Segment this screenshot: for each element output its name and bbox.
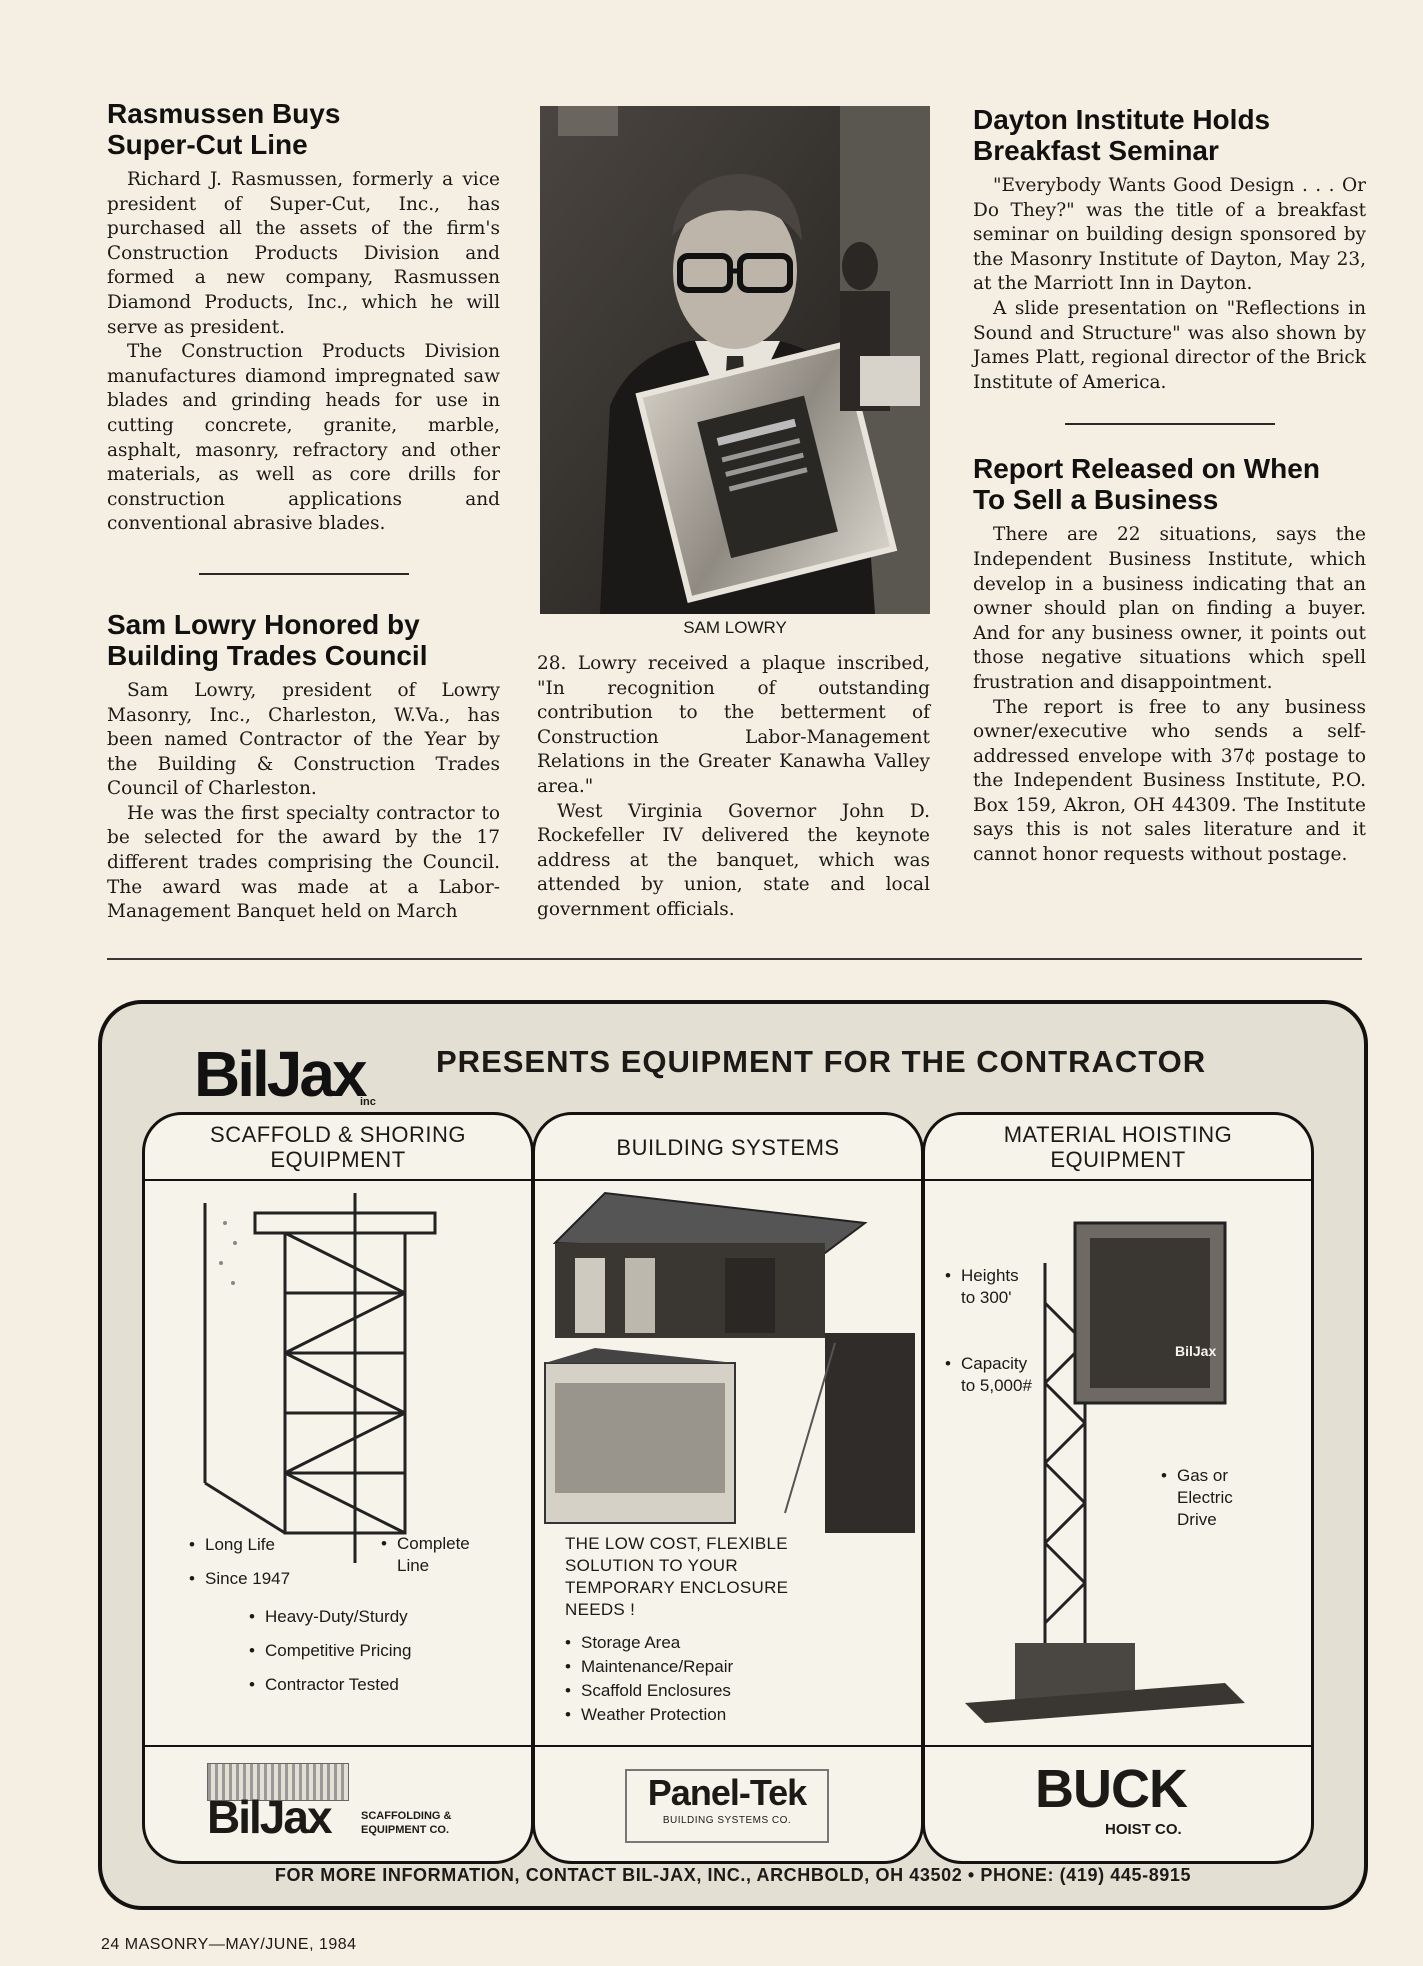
headline-report: Report Released on When To Sell a Business bbox=[973, 453, 1320, 516]
panel-hoisting bbox=[922, 1112, 1314, 1864]
panel-tek-sub: BUILDING SYSTEMS CO. bbox=[662, 1815, 792, 1826]
bullet: • Heavy-Duty/Sturdy bbox=[249, 1605, 411, 1629]
building-illustration bbox=[535, 1183, 921, 1563]
panel-footer bbox=[145, 1745, 531, 1861]
column-middle bbox=[537, 652, 930, 923]
article-paragraph: He was the first specialty contractor to be selected for the award by the 17 different trades comprising the Council. The award was made at a Labor-Management Banquet held on March bbox=[107, 802, 500, 923]
buck-sub: HOIST CO. bbox=[1105, 1821, 1182, 1838]
headline-rasmussen: Rasmussen Buys Super-Cut Line bbox=[107, 98, 341, 160]
article-paragraph: West Virginia Governor John D. Rockefeller IV delivered the keynote address at the banquet, which was attended by union, state and local government officials. bbox=[537, 800, 930, 920]
bullet: • Competitive Pricing bbox=[249, 1639, 411, 1663]
panel-footer bbox=[925, 1745, 1311, 1861]
headline-dayton: Dayton Institute Holds Breakfast Seminar bbox=[973, 104, 1271, 166]
article-paragraph: Richard J. Rasmussen, formerly a vice president of Super-Cut, Inc., has purchased all the assets of the firm's Construction Products Division and formed a new company, Rasmussen Diamond Products, Inc., which he will serve as president. bbox=[107, 169, 500, 338]
buck-logo: BUCK bbox=[1035, 1759, 1187, 1819]
hoist-drive bbox=[1161, 1465, 1251, 1531]
bullet: • Scaffold Enclosures bbox=[565, 1679, 733, 1703]
article-paragraph: "Everybody Wants Good Design . . . Or Do They?" was the title of a breakfast seminar on building design sponsored by the Masonry Institute of Dayton, May 23, at the Marriott Inn in Dayton. bbox=[973, 175, 1366, 295]
panel-title: SCAFFOLD & SHORING EQUIPMENT bbox=[145, 1115, 531, 1181]
biljax-footer-logo: BilJax bbox=[207, 1791, 331, 1843]
hoist-heights bbox=[945, 1265, 1035, 1309]
bullet: • Gas or Electric Drive bbox=[1161, 1465, 1251, 1531]
hoist-label: BilJax bbox=[1175, 1343, 1217, 1359]
photo-caption: SAM LOWRY bbox=[683, 618, 787, 637]
article-separator bbox=[1065, 423, 1275, 425]
article-paragraph: The Construction Products Division manufactures diamond impregnated saw blades and grinding heads for use in cutting concrete, granite, marble, asphalt, masonry, refractory and other materials, as well as core drills for construction applications and conventional abrasive blades. bbox=[107, 341, 500, 535]
bullet: • Heights to 300' bbox=[945, 1265, 1035, 1309]
photo-illustration bbox=[540, 106, 930, 614]
biljax-logo: BilJax bbox=[194, 1038, 365, 1110]
building-bullets bbox=[565, 1631, 733, 1727]
bullet: • Complete Line bbox=[381, 1533, 501, 1577]
article-paragraph: 28. Lowry received a plaque inscribed, "In recognition of outstanding contribution to the betterment of Construction Labor-Management Relations in the Greater Kanawha Valley area." bbox=[537, 653, 930, 797]
bullet: • Long Life bbox=[189, 1533, 290, 1557]
panel-title: BUILDING SYSTEMS bbox=[535, 1115, 921, 1181]
panel-scaffold bbox=[142, 1112, 534, 1864]
article-paragraph: Sam Lowry, president of Lowry Masonry, Inc., Charleston, W.Va., has been named Contractor of the Year by the Building & Construction Trades Council of Charleston. bbox=[107, 679, 500, 800]
biljax-advertisement bbox=[98, 1000, 1368, 1910]
panel-title: MATERIAL HOISTING EQUIPMENT bbox=[925, 1115, 1311, 1181]
scaffold-bullets-left bbox=[189, 1533, 290, 1591]
biljax-logo-sub: inc bbox=[360, 1096, 376, 1108]
bullet: • Since 1947 bbox=[189, 1567, 290, 1591]
hoist-capacity bbox=[945, 1353, 1035, 1397]
scaffold-bullet-right bbox=[381, 1533, 501, 1577]
article-separator bbox=[199, 573, 409, 575]
panel-tek-logo: Panel-Tek bbox=[647, 1772, 807, 1813]
bullet: • Contractor Tested bbox=[249, 1673, 411, 1697]
ad-headline: PRESENTS EQUIPMENT FOR THE CONTRACTOR bbox=[436, 1044, 1207, 1079]
bullet: • Capacity to 5,000# bbox=[945, 1353, 1035, 1397]
building-tagline: THE LOW COST, FLEXIBLE SOLUTION TO YOUR TEMPORARY ENCLOSURE NEEDS ! bbox=[565, 1534, 789, 1619]
panel-building-systems bbox=[532, 1112, 924, 1864]
scaffold-illustration bbox=[145, 1183, 531, 1583]
panel-footer bbox=[535, 1745, 921, 1861]
horizontal-rule bbox=[107, 958, 1362, 960]
article-paragraph: A slide presentation on "Reflections in Sound and Structure" was also shown by James Platt, regional director of the Brick Institute of America. bbox=[973, 297, 1366, 393]
scaffold-bullets bbox=[249, 1605, 411, 1697]
article-paragraph: The report is free to any business owner/executive who sends a self-addressed envelope with 37¢ postage to the Independent Business Institute, P.O. Box 159, Akron, OH 44309. The Institute says this is not sales literature and it cannot honor requests without postage. bbox=[973, 696, 1366, 866]
bullet: • Maintenance/Repair bbox=[565, 1655, 733, 1679]
ad-contact-footer: FOR MORE INFORMATION, CONTACT BIL-JAX, INC., ARCHBOLD, OH 43502 • PHONE: (419) 445-8915 bbox=[274, 1865, 1192, 1885]
panel-tek-logo-box bbox=[625, 1769, 829, 1843]
column-left bbox=[107, 98, 500, 925]
bullet: • Storage Area bbox=[565, 1631, 733, 1655]
page-folio: 24 MASONRY—MAY/JUNE, 1984 bbox=[101, 1936, 357, 1953]
photo-sam-lowry bbox=[540, 106, 930, 614]
bullet: • Weather Protection bbox=[565, 1703, 733, 1727]
article-paragraph: There are 22 situations, says the Independent Business Institute, which develop in a business indicating that an owner should plan on finding a buyer. And for any business owner, it points out those negative situations which spell frustration and disappointment. bbox=[973, 524, 1366, 693]
headline-lowry: Sam Lowry Honored by Building Trades Council bbox=[107, 608, 428, 671]
biljax-footer-sub: SCAFFOLDING & EQUIPMENT CO. bbox=[361, 1810, 452, 1836]
column-right bbox=[973, 104, 1366, 868]
